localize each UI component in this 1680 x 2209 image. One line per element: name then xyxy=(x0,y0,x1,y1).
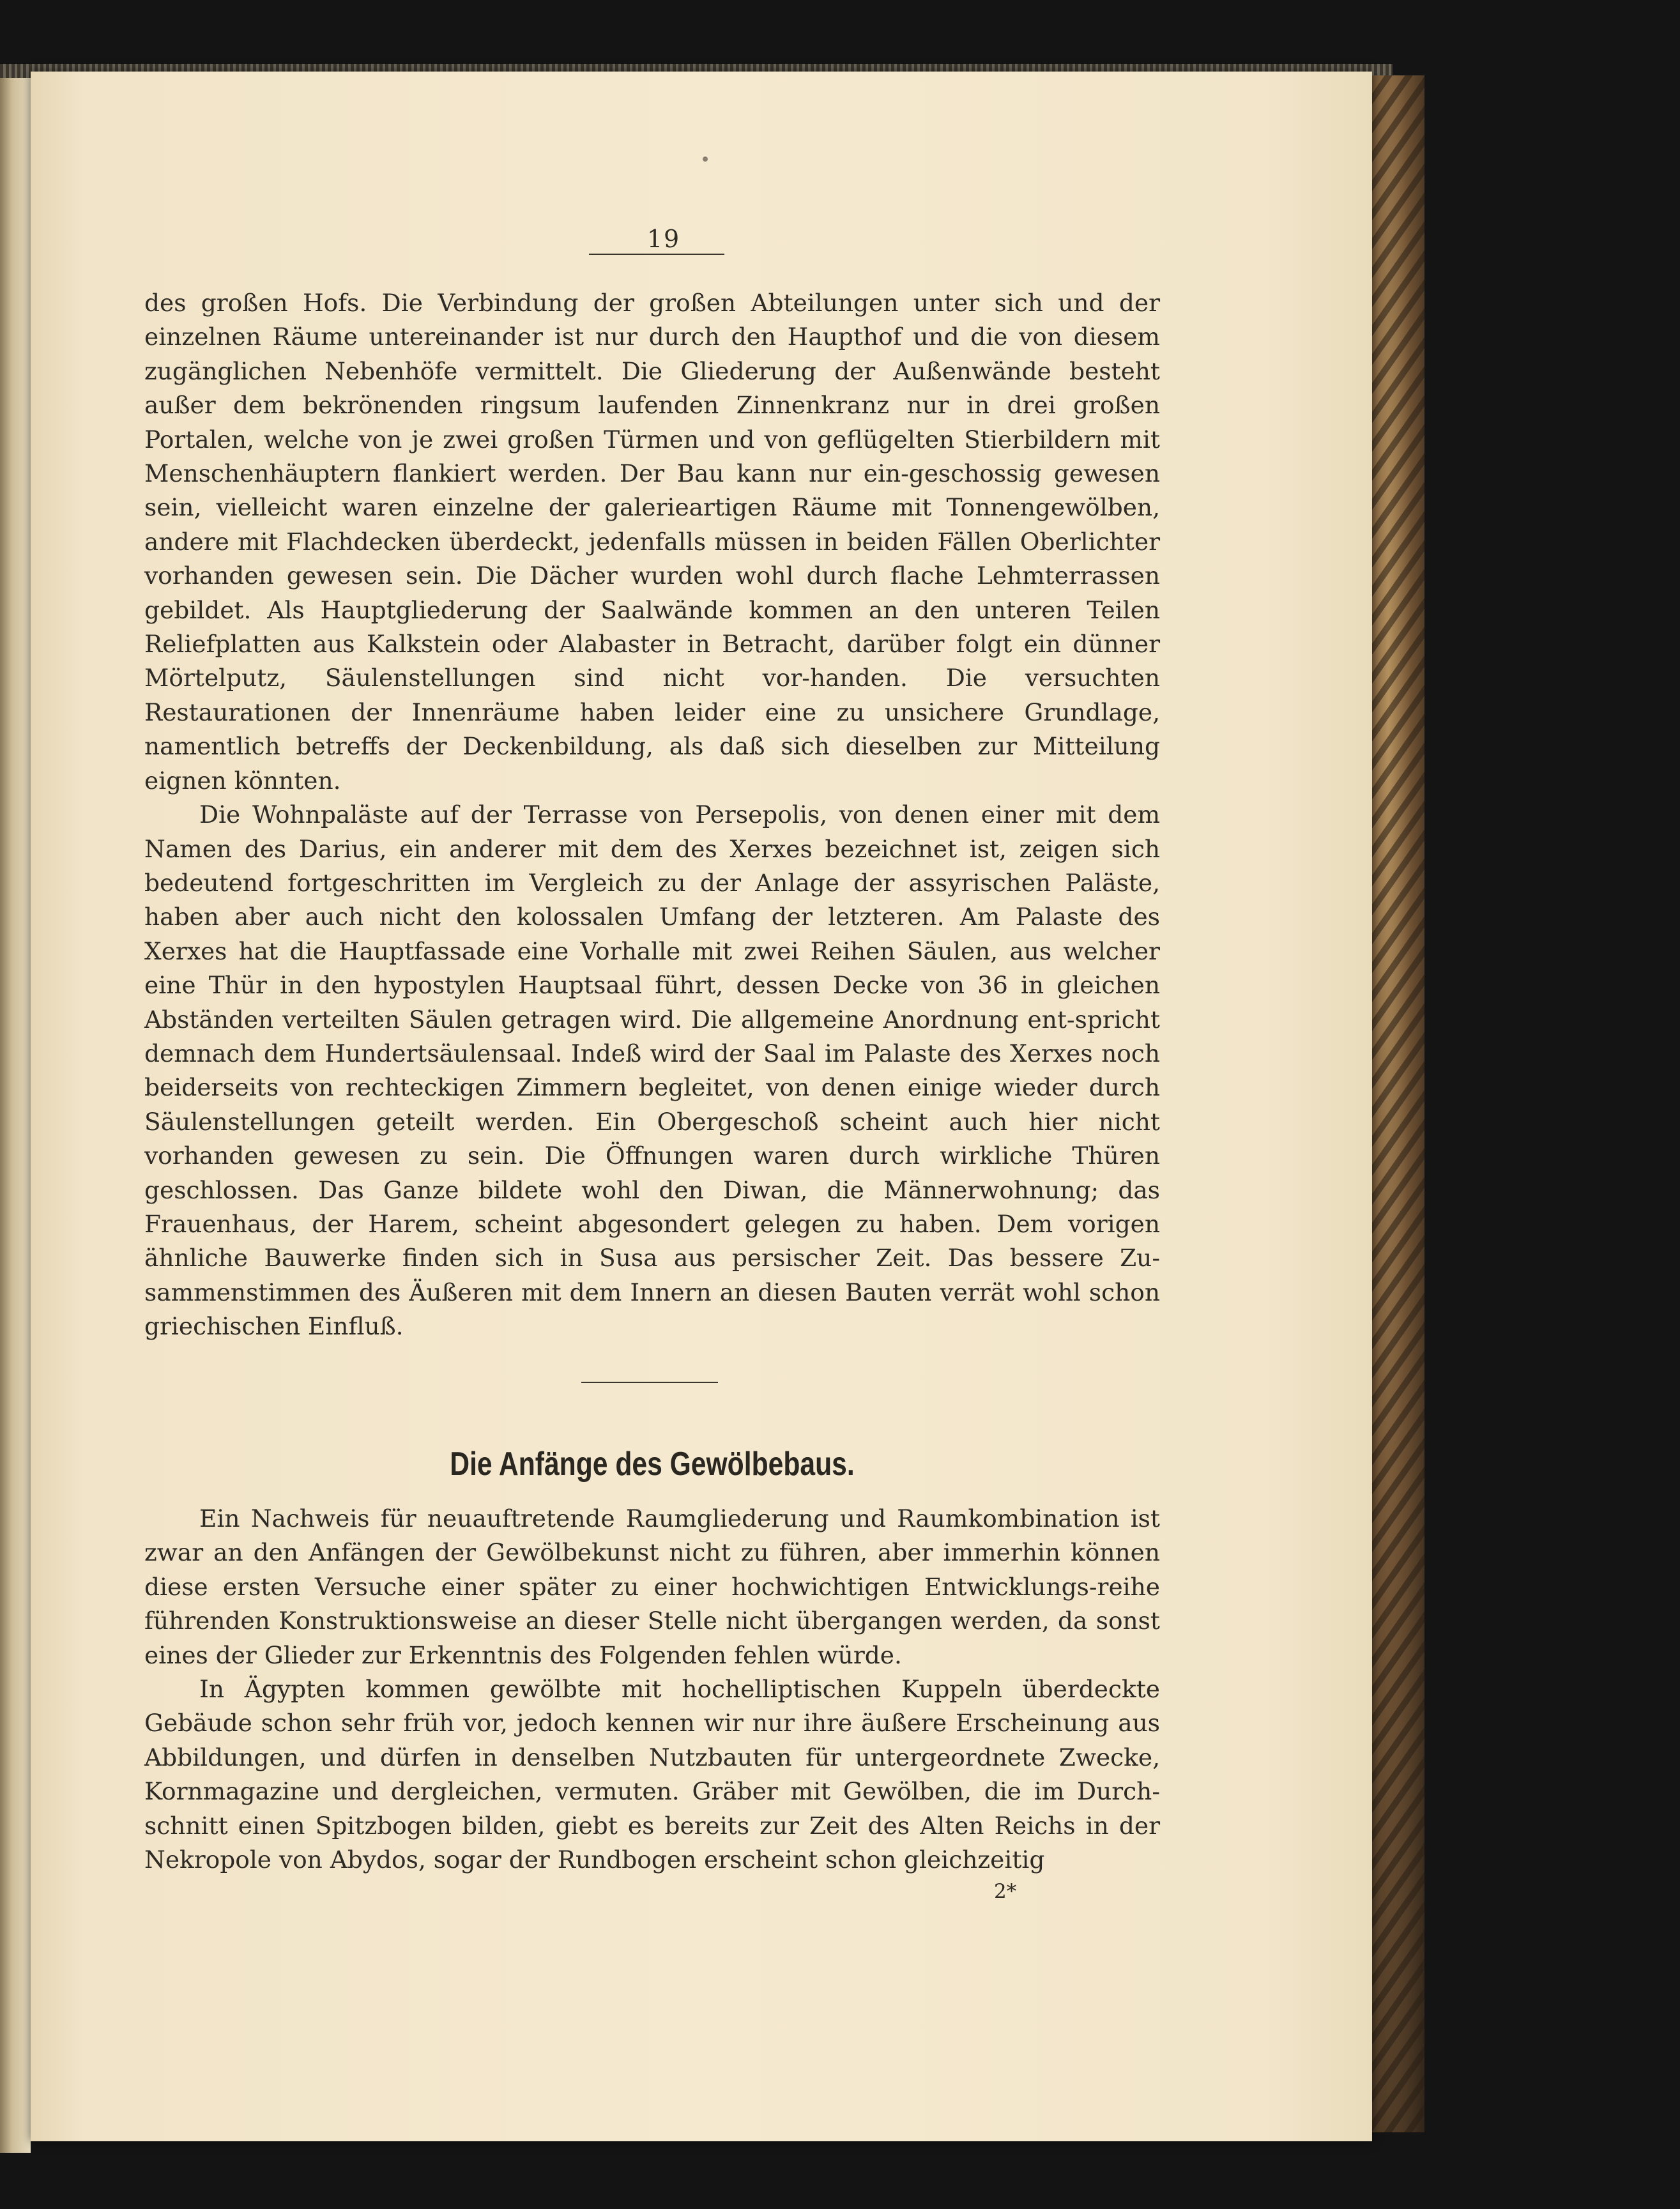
section-heading: Die Anfänge des Gewölbebaus. xyxy=(450,1446,855,1483)
paragraph-1: des großen Hofs. Die Verbindung der großen Abteilungen unter sich und der einzelnen Räume untereinander ist nur durch den Haupthof und die von diesem zugänglichen Nebenhöfe vermittelt. Die Gliederung der Außenwände besteht außer dem bekrönenden ringsum laufenden Zinnenkranz nur in drei großen Portalen, welche von je zwei großen Türmen und von geflügelten Stierbildern mit Menschenhäuptern flankiert werden. Der Bau kann nur ein-geschossig gewesen sein, vielleicht waren einzelne der galerieartigen Räume mit Tonnengewölben, andere mit Flachdecken überdeckt, jedenfalls müssen in beiden Fällen Oberlichter vorhanden gewesen sein. Die Dächer wurden wohl durch flache Lehmterrassen gebildet. Als Hauptgliederung der Saalwände kommen an den unteren Teilen Reliefplatten aus Kalkstein oder Alabaster in Betracht, darüber folgt ein dünner Mörtelputz, Säulenstellungen sind nicht vor-handen. Die versuchten Restaurationen der Innenräume haben leider eine zu unsichere Grundlage, namentlich betreffs der Deckenbildung, als daß sich dieselben zur Mitteilung eignen könnten. xyxy=(144,289,1160,795)
paragraph-2: Die Wohnpaläste auf der Terrasse von Persepolis, von denen einer mit dem Namen des Darius, ein anderer mit dem des Xerxes bezeichnet ist, zeigen sich bedeutend fortgeschritten im Vergleich zu der Anlage der assyrischen Paläste, haben aber auch nicht den kolossalen Umfang der letzteren. Am Palaste des Xerxes hat die Hauptfassade eine Vorhalle mit zwei Reihen Säulen, aus welcher eine Thür in den hypostylen Hauptsaal führt, dessen Decke von 36 in gleichen Abständen verteilten Säulen getragen wird. Die allgemeine Anordnung ent-spricht demnach dem Hundertsäulensaal. Indeß wird der Saal im Palaste des Xerxes noch beiderseits von rechteckigen Zimmern begleitet, von denen einige wieder durch Säulenstellungen geteilt werden. Ein Obergeschoß scheint auch hier nicht vorhanden gewesen zu sein. Die Öffnungen waren durch wirkliche Thüren geschlossen. Das Ganze bildete wohl den Diwan, die Männerwohnung; das Frauenhaus, der Harem, scheint abgesondert gelegen zu haben. Dem vorigen ähnliche Bauwerke finden sich in Susa aus persischer Zeit. Das bessere Zu-sammenstimmen des Äußeren mit dem Innern an diesen Bauten verrät wohl schon griechischen Einfluß. xyxy=(144,800,1160,1341)
page-number: 19 xyxy=(646,225,681,253)
header-rule xyxy=(589,254,724,255)
section-divider xyxy=(581,1382,718,1383)
paragraph-3: Ein Nachweis für neuauftretende Raumgliederung und Raumkombination ist zwar an den Anfängen der Gewölbekunst nicht zu führen, aber immerhin können diese ersten Versuche einer später zu einer hochwichtigen Entwicklungs-reihe führenden Konstruktionsweise an dieser Stelle nicht übergangen werden, da sonst eines der Glieder zur Erkenntnis des Folgenden fehlen würde. xyxy=(144,1504,1160,1669)
body-text-block-1 xyxy=(144,286,1160,1344)
previous-page-edge xyxy=(0,64,31,2153)
marbled-cover xyxy=(1364,75,1424,2132)
signature-mark: 2* xyxy=(994,1880,1017,1903)
body-text-block-2 xyxy=(144,1502,1160,1877)
paragraph-4: In Ägypten kommen gewölbte mit hochelliptischen Kuppeln überdeckte Gebäude schon sehr früh vor, jedoch kennen wir nur ihre äußere Erscheinung aus Abbildungen, und dürfen in denselben Nutzbauten für untergeordnete Zwecke, Kornmagazine und dergleichen, vermuten. Gräber mit Gewölben, die im Durch-schnitt einen Spitzbogen bilden, giebt es bereits zur Zeit des Alten Reichs in der Nekropole von Abydos, sogar der Rundbogen erscheint schon gleichzeitig xyxy=(144,1675,1160,1874)
paper-speck xyxy=(703,157,708,162)
